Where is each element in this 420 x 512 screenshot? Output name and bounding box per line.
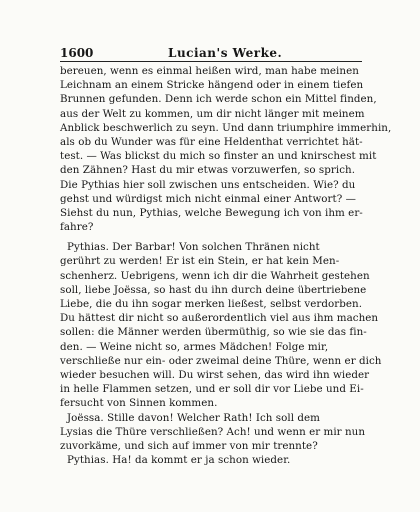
text-line: fersucht von Sinnen kommen. [60,397,218,410]
text-line: Lysias die Thüre verschließen? Ach! und wenn er mir nun [60,425,366,438]
text-line: Pythias. Der Barbar! Von solchen Thränen nicht [67,241,320,254]
text-line: Anblick beschwerlich zu seyn. Und dann triumphire immerhin, [60,121,392,134]
text-line: Brunnen gefunden. Denn ich werde schon ein Mittel finden, [60,93,377,106]
page-header [60,46,360,62]
text-line: Joëssa. Stille davon! Welcher Rath! Ich soll dem [67,411,320,424]
text-line: wieder besuchen will. Du wirst sehen, das wird ihn wieder [60,368,370,381]
text-line: den. — Weine nicht so, armes Mädchen! Folge mir, [60,340,329,353]
text-line: als ob du Wunder was für eine Heldenthat verrichtet hät- [60,135,363,148]
text-line: zuvorkäme, und sich auf immer von mir trennte? [60,439,318,452]
text-line: Siehst du nun, Pythias, welche Bewegung ich von ihm er- [60,206,363,219]
text-line: gehst und würdigst mich nicht einmal einer Antwort? — [60,192,356,205]
text-line: fahre? [60,221,94,234]
text-line: gerührt zu werden! Er ist ein Stein, er hat kein Men- [60,255,340,268]
text-line: schenherz. Uebrigens, wenn ich dir die Wahrheit gestehen [60,269,370,282]
text-line: den Zähnen? Hast du mir etwas vorzuwerfen, so sprich. [60,164,356,177]
header-rule [60,61,362,62]
text-body [60,64,392,467]
text-line: soll, liebe Joëssa, so hast du ihn durch deine übertriebene [60,283,367,296]
text-line: Pythias. Ha! da kommt er ja schon wieder. [67,454,291,467]
text-line: Leichnam an einem Stricke hängend oder in einem tiefen [60,79,364,92]
text-line: verschließe nur ein- oder zweimal deine Thüre, wenn er dich [60,354,382,367]
text-line: sollen: die Männer werden übermüthig, so wie sie das fin- [60,326,367,339]
text-line: bereuen, wenn es einmal heißen wird, man habe meinen [60,65,359,77]
text-line: aus der Welt zu kommen, um dir nicht länger mit meinem [60,107,365,120]
page-number: 1600 [60,46,94,60]
text-line: Die Pythias hier soll zwischen uns entscheiden. Wie? du [60,178,356,191]
text-line: Du hättest dir nicht so außerordentlich viel aus ihm machen [60,312,379,325]
text-line: in helle Flammen setzen, und er soll dir vor Liebe und Ei- [60,383,364,396]
text-line: test. — Was blickst du mich so finster an und knirschest mit [60,150,377,163]
text-line: Liebe, die du ihn sogar merken ließest, selbst verdorben. [60,298,363,310]
running-title: Lucian's Werke. [168,46,283,60]
